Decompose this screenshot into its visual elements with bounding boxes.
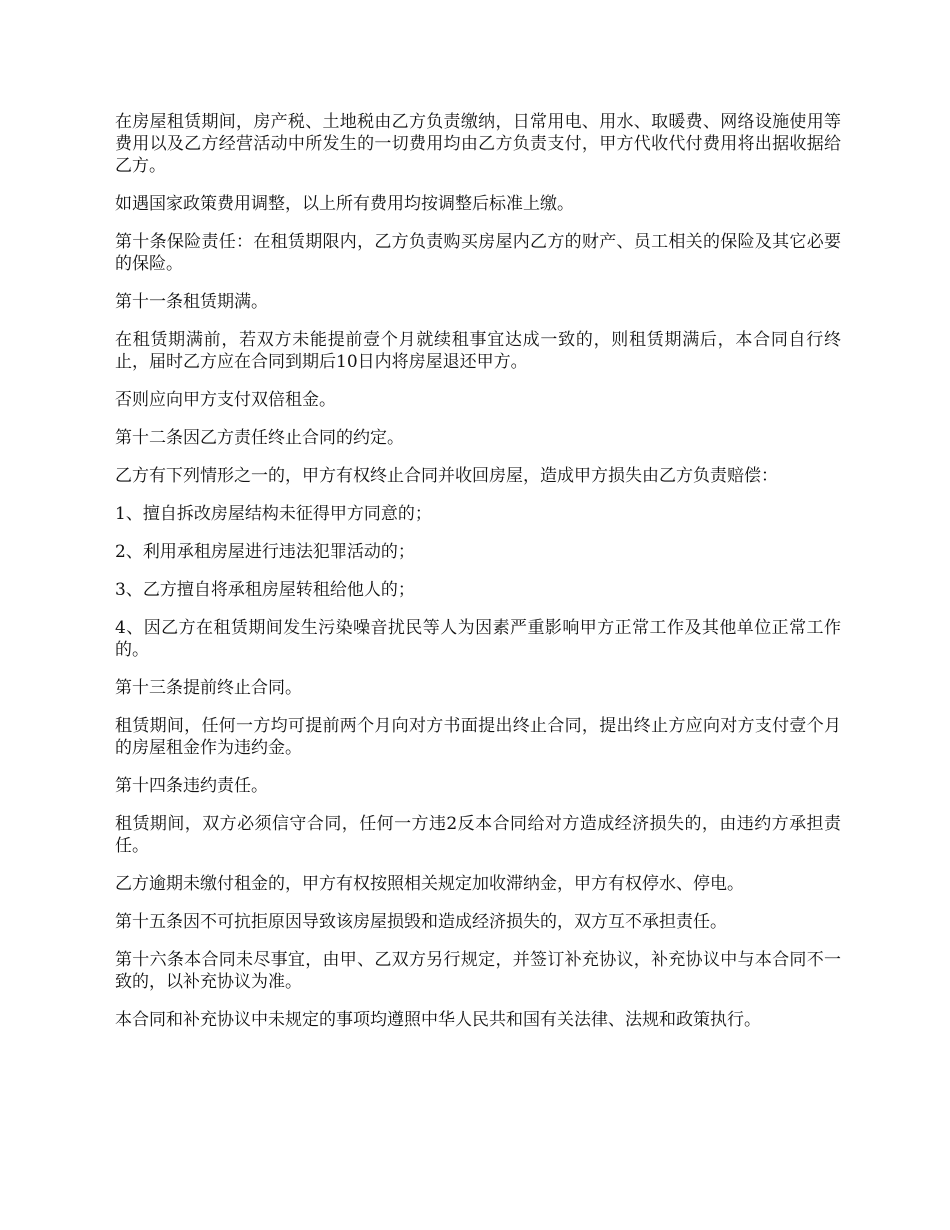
list-item-4: 4、因乙方在租赁期间发生污染噪音扰民等人为因素严重影响甲方正常工作及其他单位正常工作的。 xyxy=(115,618,841,660)
paragraph-article-15-force-majeure: 第十五条因不可抗拒原因导致该房屋损毁和造成经济损失的，双方互不承担责任。 xyxy=(115,912,727,932)
list-item-2: 2、利用承租房屋进行违法犯罪活动的； xyxy=(115,542,415,562)
paragraph-termination-conditions: 乙方有下列情形之一的，甲方有权终止合同并收回房屋，造成甲方损失由乙方负责赔偿： xyxy=(115,466,778,486)
paragraph-early-termination: 租赁期间，任何一方均可提前两个月向对方书面提出终止合同，提出终止方应向对方支付壹个月的房屋租金作为违约金。 xyxy=(115,716,841,758)
paragraph-lease-expiry: 在租赁期满前，若双方未能提前壹个月就续租事宜达成一致的，则租赁期满后，本合同自行终止，届时乙方应在合同到期后10日内将房屋退还甲方。 xyxy=(115,330,841,372)
paragraph-double-rent: 否则应向甲方支付双倍租金。 xyxy=(115,390,336,410)
list-item-1: 1、擅自拆改房屋结构未征得甲方同意的； xyxy=(115,504,432,524)
paragraph-breach-liability: 租赁期间，双方必须信守合同，任何一方违2反本合同给对方造成经济损失的，由违约方承担责任。 xyxy=(115,814,841,856)
heading-article-12: 第十二条因乙方责任终止合同的约定。 xyxy=(115,428,404,448)
paragraph-governing-law: 本合同和补充协议中未规定的事项均遵照中华人民共和国有关法律、法规和政策执行。 xyxy=(115,1010,761,1030)
heading-article-11: 第十一条租赁期满。 xyxy=(115,292,268,312)
paragraph-article-10-insurance: 第十条保险责任：在租赁期限内，乙方负责购买房屋内乙方的财产、员工相关的保险及其它必要的保险。 xyxy=(115,232,841,274)
document-page xyxy=(115,111,841,1047)
paragraph-article-16-supplementary: 第十六条本合同未尽事宜，由甲、乙双方另行规定，并签订补充协议，补充协议中与本合同不一致的，以补充协议为准。 xyxy=(115,950,841,992)
heading-article-14: 第十四条违约责任。 xyxy=(115,776,268,796)
list-item-3: 3、乙方擅自将承租房屋转租给他人的； xyxy=(115,580,415,600)
heading-article-13: 第十三条提前终止合同。 xyxy=(115,678,302,698)
paragraph-late-payment: 乙方逾期未缴付租金的，甲方有权按照相关规定加收滞纳金，甲方有权停水、停电。 xyxy=(115,874,744,894)
paragraph-fee-responsibility: 在房屋租赁期间，房产税、土地税由乙方负责缴纳，日常用电、用水、取暖费、网络设施使用等费用以及乙方经营活动中所发生的一切费用均由乙方负责支付，甲方代收代付费用将出据收据给乙方。 xyxy=(115,112,841,176)
paragraph-fee-adjustment: 如遇国家政策费用调整，以上所有费用均按调整后标准上缴。 xyxy=(115,194,574,214)
